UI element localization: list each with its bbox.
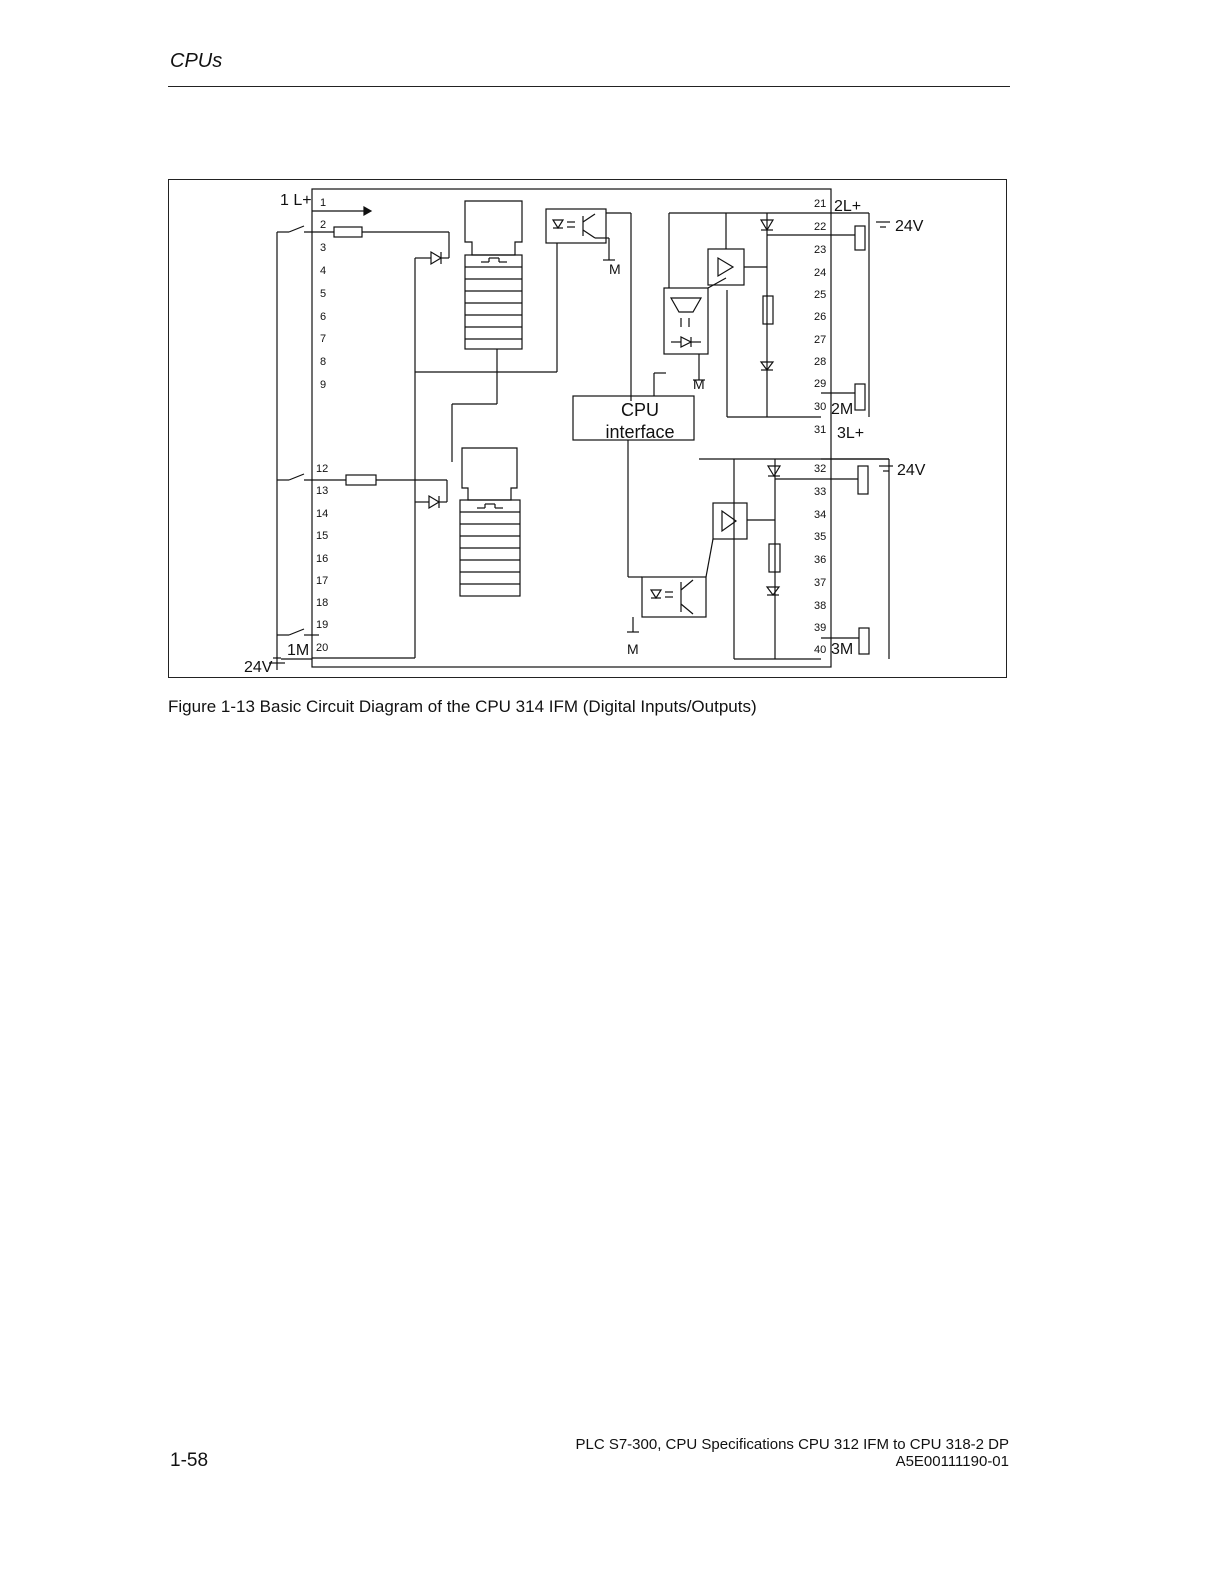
input-resistor-lower xyxy=(346,475,376,485)
label-2l-plus: 2L+ xyxy=(834,198,862,215)
terminal-label: 39 xyxy=(814,622,827,634)
module-outline xyxy=(312,189,831,667)
input-register-upper xyxy=(465,255,522,349)
terminal-label: 15 xyxy=(316,530,329,542)
terminal-label: 18 xyxy=(316,597,329,609)
terminal-label: 36 xyxy=(814,554,827,566)
label-1m: 1M xyxy=(287,642,310,659)
label-m: M xyxy=(693,376,705,392)
terminal-label: 7 xyxy=(320,333,327,345)
terminal-label: 38 xyxy=(814,600,827,612)
output-optocoupler-lower xyxy=(642,577,706,617)
terminal-label: 37 xyxy=(814,577,827,589)
terminal-label: 23 xyxy=(814,244,827,256)
terminal-label: 21 xyxy=(814,198,827,210)
terminal-label: 27 xyxy=(814,334,827,346)
terminal-label: 28 xyxy=(814,356,827,368)
terminal-label: 2 xyxy=(320,219,327,231)
terminal-label: 33 xyxy=(814,486,827,498)
terminal-label: 1 xyxy=(320,197,327,209)
output-resistor-upper xyxy=(763,296,773,324)
circuit-diagram xyxy=(168,179,1007,678)
label-24v-left: 24V xyxy=(244,659,273,676)
label-3l-plus: 3L+ xyxy=(837,425,865,442)
terminal-label: 22 xyxy=(814,221,827,233)
terminal-label: 16 xyxy=(316,553,329,565)
terminal-label: 5 xyxy=(320,288,327,300)
manual-title: PLC S7-300, CPU Specifications CPU 312 IFM to CPU 318-2 DP xyxy=(575,1436,1009,1453)
header-rule xyxy=(168,86,1010,87)
terminal-label: 4 xyxy=(320,265,327,277)
terminal-label: 40 xyxy=(814,644,827,656)
section-title: CPUs xyxy=(170,50,223,72)
page-number: 1-58 xyxy=(170,1450,209,1471)
relay-coil-lower xyxy=(858,466,868,494)
terminal-label: 20 xyxy=(316,642,329,654)
input-chip-lower xyxy=(462,448,517,500)
terminal-label: 12 xyxy=(316,463,329,475)
relay-coil-bottom xyxy=(859,628,869,654)
label-1l-plus: 1 L+ xyxy=(280,192,312,209)
terminal-label: 25 xyxy=(814,289,827,301)
terminal-label: 17 xyxy=(316,575,329,587)
output-driver-upper xyxy=(708,249,744,285)
terminal-label: 26 xyxy=(814,311,827,323)
terminal-label: 29 xyxy=(814,378,827,390)
order-number: A5E00111190-01 xyxy=(895,1453,1009,1470)
label-3m: 3M xyxy=(831,641,854,658)
terminal-label: 24 xyxy=(814,267,827,279)
terminal-label: 30 xyxy=(814,401,827,413)
terminal-label: 32 xyxy=(814,463,827,475)
relay-coil-upper xyxy=(855,226,865,250)
label-2m: 2M xyxy=(831,401,854,418)
terminal-label: 14 xyxy=(316,508,329,520)
terminal-label: 3 xyxy=(320,242,327,254)
label-24v-top: 24V xyxy=(895,218,924,235)
output-driver-lower xyxy=(713,503,747,539)
label-m: M xyxy=(627,641,639,657)
input-resistor-upper xyxy=(334,227,362,237)
terminal-label: 35 xyxy=(814,531,827,543)
terminal-label: 19 xyxy=(316,619,329,631)
terminal-label: 13 xyxy=(316,485,329,497)
terminal-label: 34 xyxy=(814,509,827,521)
terminal-label: 9 xyxy=(320,379,327,391)
circuit-diagram-svg xyxy=(169,180,1006,677)
terminal-label: 31 xyxy=(814,424,827,436)
label-m: M xyxy=(609,261,621,277)
input-chip-upper xyxy=(465,201,522,255)
figure-caption: Figure 1-13 Basic Circuit Diagram of the CPU 314 IFM (Digital Inputs/Outputs) xyxy=(168,697,757,716)
relay-coil-mid xyxy=(855,384,865,410)
label-24v-bottom: 24V xyxy=(897,462,926,479)
terminal-label: 8 xyxy=(320,356,327,368)
cpu-interface-label-line1: CPU xyxy=(620,400,660,420)
terminal-label: 6 xyxy=(320,311,327,323)
footer-info xyxy=(575,1436,1009,1470)
cpu-interface-label-line2: interface xyxy=(605,422,675,442)
